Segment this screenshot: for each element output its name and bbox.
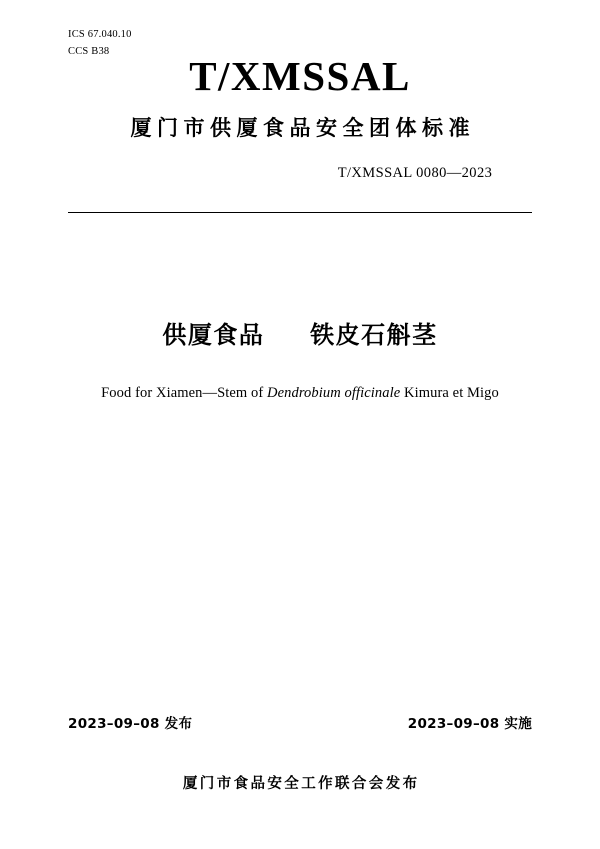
ics-code: ICS 67.040.10 [68,29,132,40]
organization-line: 厦门市供厦食品安全团体标准 [130,116,475,140]
standard-number: T/XMSSAL 0080—2023 [337,165,493,181]
header-divider [68,212,532,213]
document-title-english [0,382,600,404]
title-english-species: Dendrobium officinale [267,385,401,401]
publisher-line: 厦门市食品安全工作联合会发布 [182,776,420,792]
title-english-suffix: Kimura et Migo [400,385,499,401]
title-block [0,318,600,404]
title-chinese-part1: 供厦食品 [162,321,265,349]
footer-dates [68,712,532,732]
ccs-code: CCS B38 [68,46,110,57]
document-title-chinese [0,318,600,352]
implementation-date: 2023–09–08 实施 [407,716,532,732]
standard-logo-text: T/XMSSAL [189,53,411,99]
title-chinese-part2: 铁皮石斛茎 [310,321,438,349]
title-english-prefix: Food for Xiamen—Stem of [101,385,268,401]
standard-identity-block [0,52,600,182]
issue-date: 2023–09–08 发布 [68,716,193,732]
